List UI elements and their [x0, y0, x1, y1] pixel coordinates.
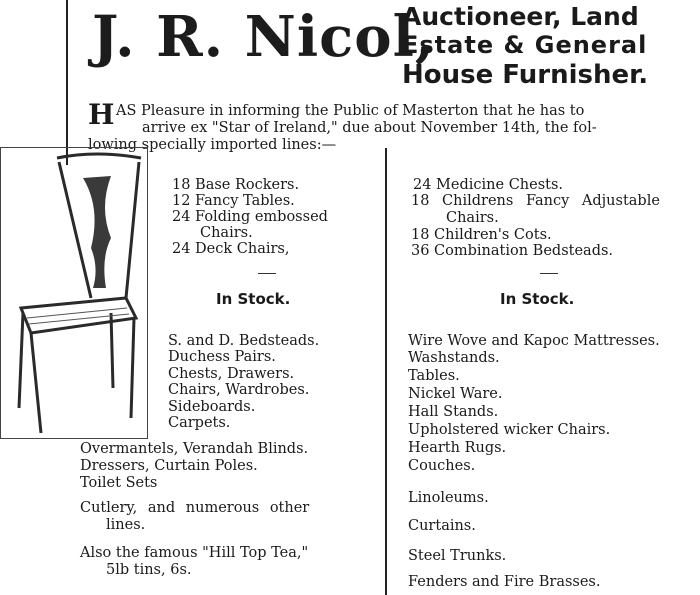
- tagline-line-3: House Furnisher.: [402, 60, 649, 90]
- right-in-stock-heading: In Stock.: [500, 290, 575, 308]
- right-stock-item: Fenders and Fire Brasses.: [408, 574, 601, 590]
- intro-line-3: lowing specially imported lines:—: [88, 137, 337, 153]
- right-stock-item: Steel Trunks.: [408, 548, 507, 564]
- left-stock-item: Dressers, Curtain Poles.: [80, 458, 258, 474]
- left-stock-item: Toilet Sets: [80, 475, 158, 491]
- left-stock-item: lines.: [106, 517, 146, 533]
- right-arrival-item: 18 Children's Cots.: [411, 227, 552, 243]
- left-arrival-item: 24 Folding embossed: [172, 209, 328, 225]
- tagline-line-2: Estate & General: [402, 31, 648, 59]
- left-arrival-item: 24 Deck Chairs,: [172, 241, 290, 257]
- divider-dash: [258, 273, 276, 274]
- advertiser-name: J. R. Nicol,: [92, 4, 436, 70]
- intro-line-2: arrive ex "Star of Ireland," due about November 14th, the fol-: [142, 120, 597, 136]
- right-stock-item: Washstands.: [408, 350, 500, 366]
- left-arrival-item: 12 Fancy Tables.: [172, 193, 295, 209]
- column-divider: [385, 148, 387, 595]
- intro-dropcap: H: [88, 98, 115, 131]
- left-arrival-item: 18 Base Rockers.: [172, 177, 300, 193]
- tagline-line-1: Auctioneer, Land: [402, 2, 639, 31]
- chair-illustration: [0, 147, 148, 439]
- right-stock-item: Hall Stands.: [408, 404, 499, 420]
- right-stock-item: Tables.: [408, 368, 460, 384]
- left-stock-item: 5lb tins, 6s.: [106, 562, 192, 578]
- right-stock-item: Upholstered wicker Chairs.: [408, 422, 611, 438]
- left-stock-item: Cutlery, and numerous other: [80, 500, 310, 516]
- left-stock-item: Overmantels, Verandah Blinds.: [80, 441, 309, 457]
- left-stock-item: Carpets.: [168, 415, 231, 431]
- right-arrival-item: 24 Medicine Chests.: [413, 177, 564, 193]
- left-stock-item: Chests, Drawers.: [168, 366, 295, 382]
- right-stock-item: Hearth Rugs.: [408, 440, 507, 456]
- left-in-stock-heading: In Stock.: [216, 290, 291, 308]
- right-arrival-item: Chairs.: [446, 210, 499, 226]
- left-stock-item: Sideboards.: [168, 399, 256, 415]
- left-stock-item: Chairs, Wardrobes.: [168, 382, 310, 398]
- right-stock-item: Wire Wove and Kapoc Mattresses.: [408, 333, 660, 349]
- left-border-rule: [66, 0, 68, 165]
- right-stock-item: Couches.: [408, 458, 476, 474]
- chair-drawing: [1, 148, 147, 438]
- right-stock-item: Nickel Ware.: [408, 386, 503, 402]
- divider-dash: [540, 273, 558, 274]
- right-stock-item: Linoleums.: [408, 490, 489, 506]
- left-stock-item: Duchess Pairs.: [168, 349, 276, 365]
- left-stock-item: Also the famous "Hill Top Tea,": [80, 545, 309, 561]
- left-arrival-item: Chairs.: [200, 225, 253, 241]
- right-arrival-item: 18 Childrens Fancy Adjustable: [411, 193, 660, 209]
- right-arrival-item: 36 Combination Bedsteads.: [411, 243, 614, 259]
- right-stock-item: Curtains.: [408, 518, 476, 534]
- intro-line-1: AS Pleasure in informing the Public of Masterton that he has to: [116, 103, 585, 119]
- left-stock-item: S. and D. Bedsteads.: [168, 333, 320, 349]
